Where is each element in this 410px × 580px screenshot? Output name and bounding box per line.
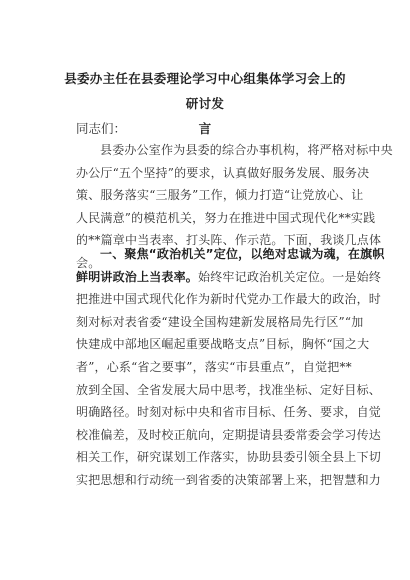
- paragraph-line: 相关工作，研究谋划工作落实，协助县委引领全县上下切: [76, 450, 382, 465]
- section-heading-part-1: 一、聚焦“政治机关”定位，以绝对忠诚为魂，在旗帜: [100, 247, 385, 261]
- paragraph-line: 放到全国、全省发展大局中思考，找准坐标、定好目标、: [76, 382, 382, 397]
- paragraph-line: [76, 266, 382, 289]
- paragraph-line: 策、服务落实“三服务”工作，倾力打造“让党放心、让: [76, 188, 364, 203]
- section-heading-part-2: 鲜明讲政治上当表率。: [76, 269, 199, 284]
- title-line-2: 言: [198, 121, 212, 136]
- paragraph-line: 会。: [76, 255, 101, 270]
- paragraph-line: 者”，心系“省之要事”，落实“市县重点”，自觉把**: [76, 359, 352, 374]
- paragraph-2: [76, 243, 385, 492]
- title-line-1: 县委办主任在县委理论学习中心组集体学习会上的研讨发: [64, 71, 346, 111]
- paragraph-line: 实把思想和行动统一到省委的决策部署上来，把智慧和力: [76, 472, 382, 487]
- section-heading: [76, 243, 385, 266]
- paragraph-line: 明确路径。时刻对标中央和省市目标、任务、要求，自觉: [76, 405, 382, 420]
- paragraph-line: 县委办公室作为县委的综合办事机构，将严格对标中央: [100, 143, 393, 157]
- paragraph-line: 刻对标对表省委“建设全国构建新发展格局先行区”“加: [76, 314, 364, 329]
- salutation: 同志们：: [76, 121, 127, 136]
- paragraph-line: 的**篇章中当表率、打头阵、作示范。下面，我谈几点体: [76, 233, 382, 248]
- paragraph-line: 快建成中部地区崛起重要战略支点”目标，胸怀“国之大: [76, 337, 370, 352]
- paragraph-line: 人民满意”的模范机关，努力在推进中国式现代化**实践: [76, 210, 376, 225]
- paragraph-line: 把推进中国式现代化作为新时代党办工作最大的政治，时: [76, 292, 382, 307]
- paragraph-line: 校准偏差，及时校正航向，定期提请县委常委会学习传达: [76, 427, 382, 442]
- paragraph-line-rest: 始终牢记政治机关定位。一是始终: [198, 269, 382, 284]
- paragraph-line: 办公厅“五个坚持”的要求，认真做好服务发展、服务决: [76, 165, 370, 180]
